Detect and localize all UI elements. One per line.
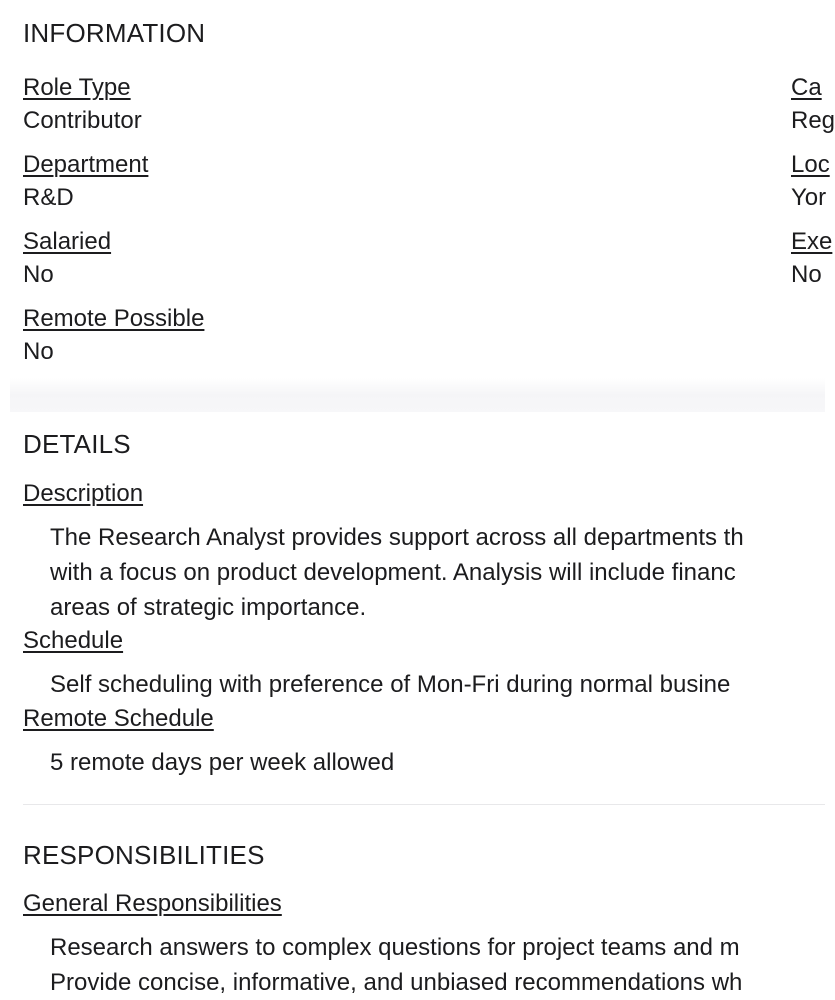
- section-separator: [10, 378, 825, 412]
- department-label[interactable]: Department: [23, 151, 149, 178]
- salaried-label[interactable]: Salaried: [23, 228, 112, 255]
- description-line: The Research Analyst provides support across all departments th: [50, 524, 744, 551]
- role-type-value: Contributor: [23, 107, 142, 134]
- remote-possible-label[interactable]: Remote Possible: [23, 305, 205, 332]
- remote-schedule-label[interactable]: Remote Schedule: [23, 705, 214, 732]
- description-label[interactable]: Description: [23, 480, 144, 507]
- category-value: Reg: [791, 107, 835, 134]
- location-label[interactable]: Loc: [791, 151, 830, 178]
- exempt-value: No: [791, 261, 822, 288]
- section-divider: [23, 804, 825, 805]
- responsibilities-section-title: RESPONSIBILITIES: [23, 840, 265, 870]
- schedule-text: Self scheduling with preference of Mon-Fri during normal busine: [50, 671, 731, 698]
- remote-schedule-text: 5 remote days per week allowed: [50, 749, 395, 776]
- general-responsibilities-label[interactable]: General Responsibilities: [23, 890, 282, 917]
- general-responsibilities-line: Research answers to complex questions for project teams and m: [50, 934, 740, 961]
- salaried-value: No: [23, 261, 54, 288]
- location-value: Yor: [791, 184, 827, 211]
- description-line: with a focus on product development. Analysis will include financ: [50, 559, 736, 586]
- role-type-label[interactable]: Role Type: [23, 74, 131, 101]
- general-responsibilities-line: Provide concise, informative, and unbiased recommendations wh: [50, 969, 743, 996]
- information-section-title: INFORMATION: [23, 18, 206, 48]
- department-value: R&D: [23, 184, 74, 211]
- description-line: areas of strategic importance.: [50, 594, 367, 621]
- schedule-label[interactable]: Schedule: [23, 627, 124, 654]
- category-label[interactable]: Ca: [791, 74, 822, 101]
- details-section-title: DETAILS: [23, 429, 131, 459]
- exempt-label[interactable]: Exe: [791, 228, 833, 255]
- remote-possible-value: No: [23, 338, 54, 365]
